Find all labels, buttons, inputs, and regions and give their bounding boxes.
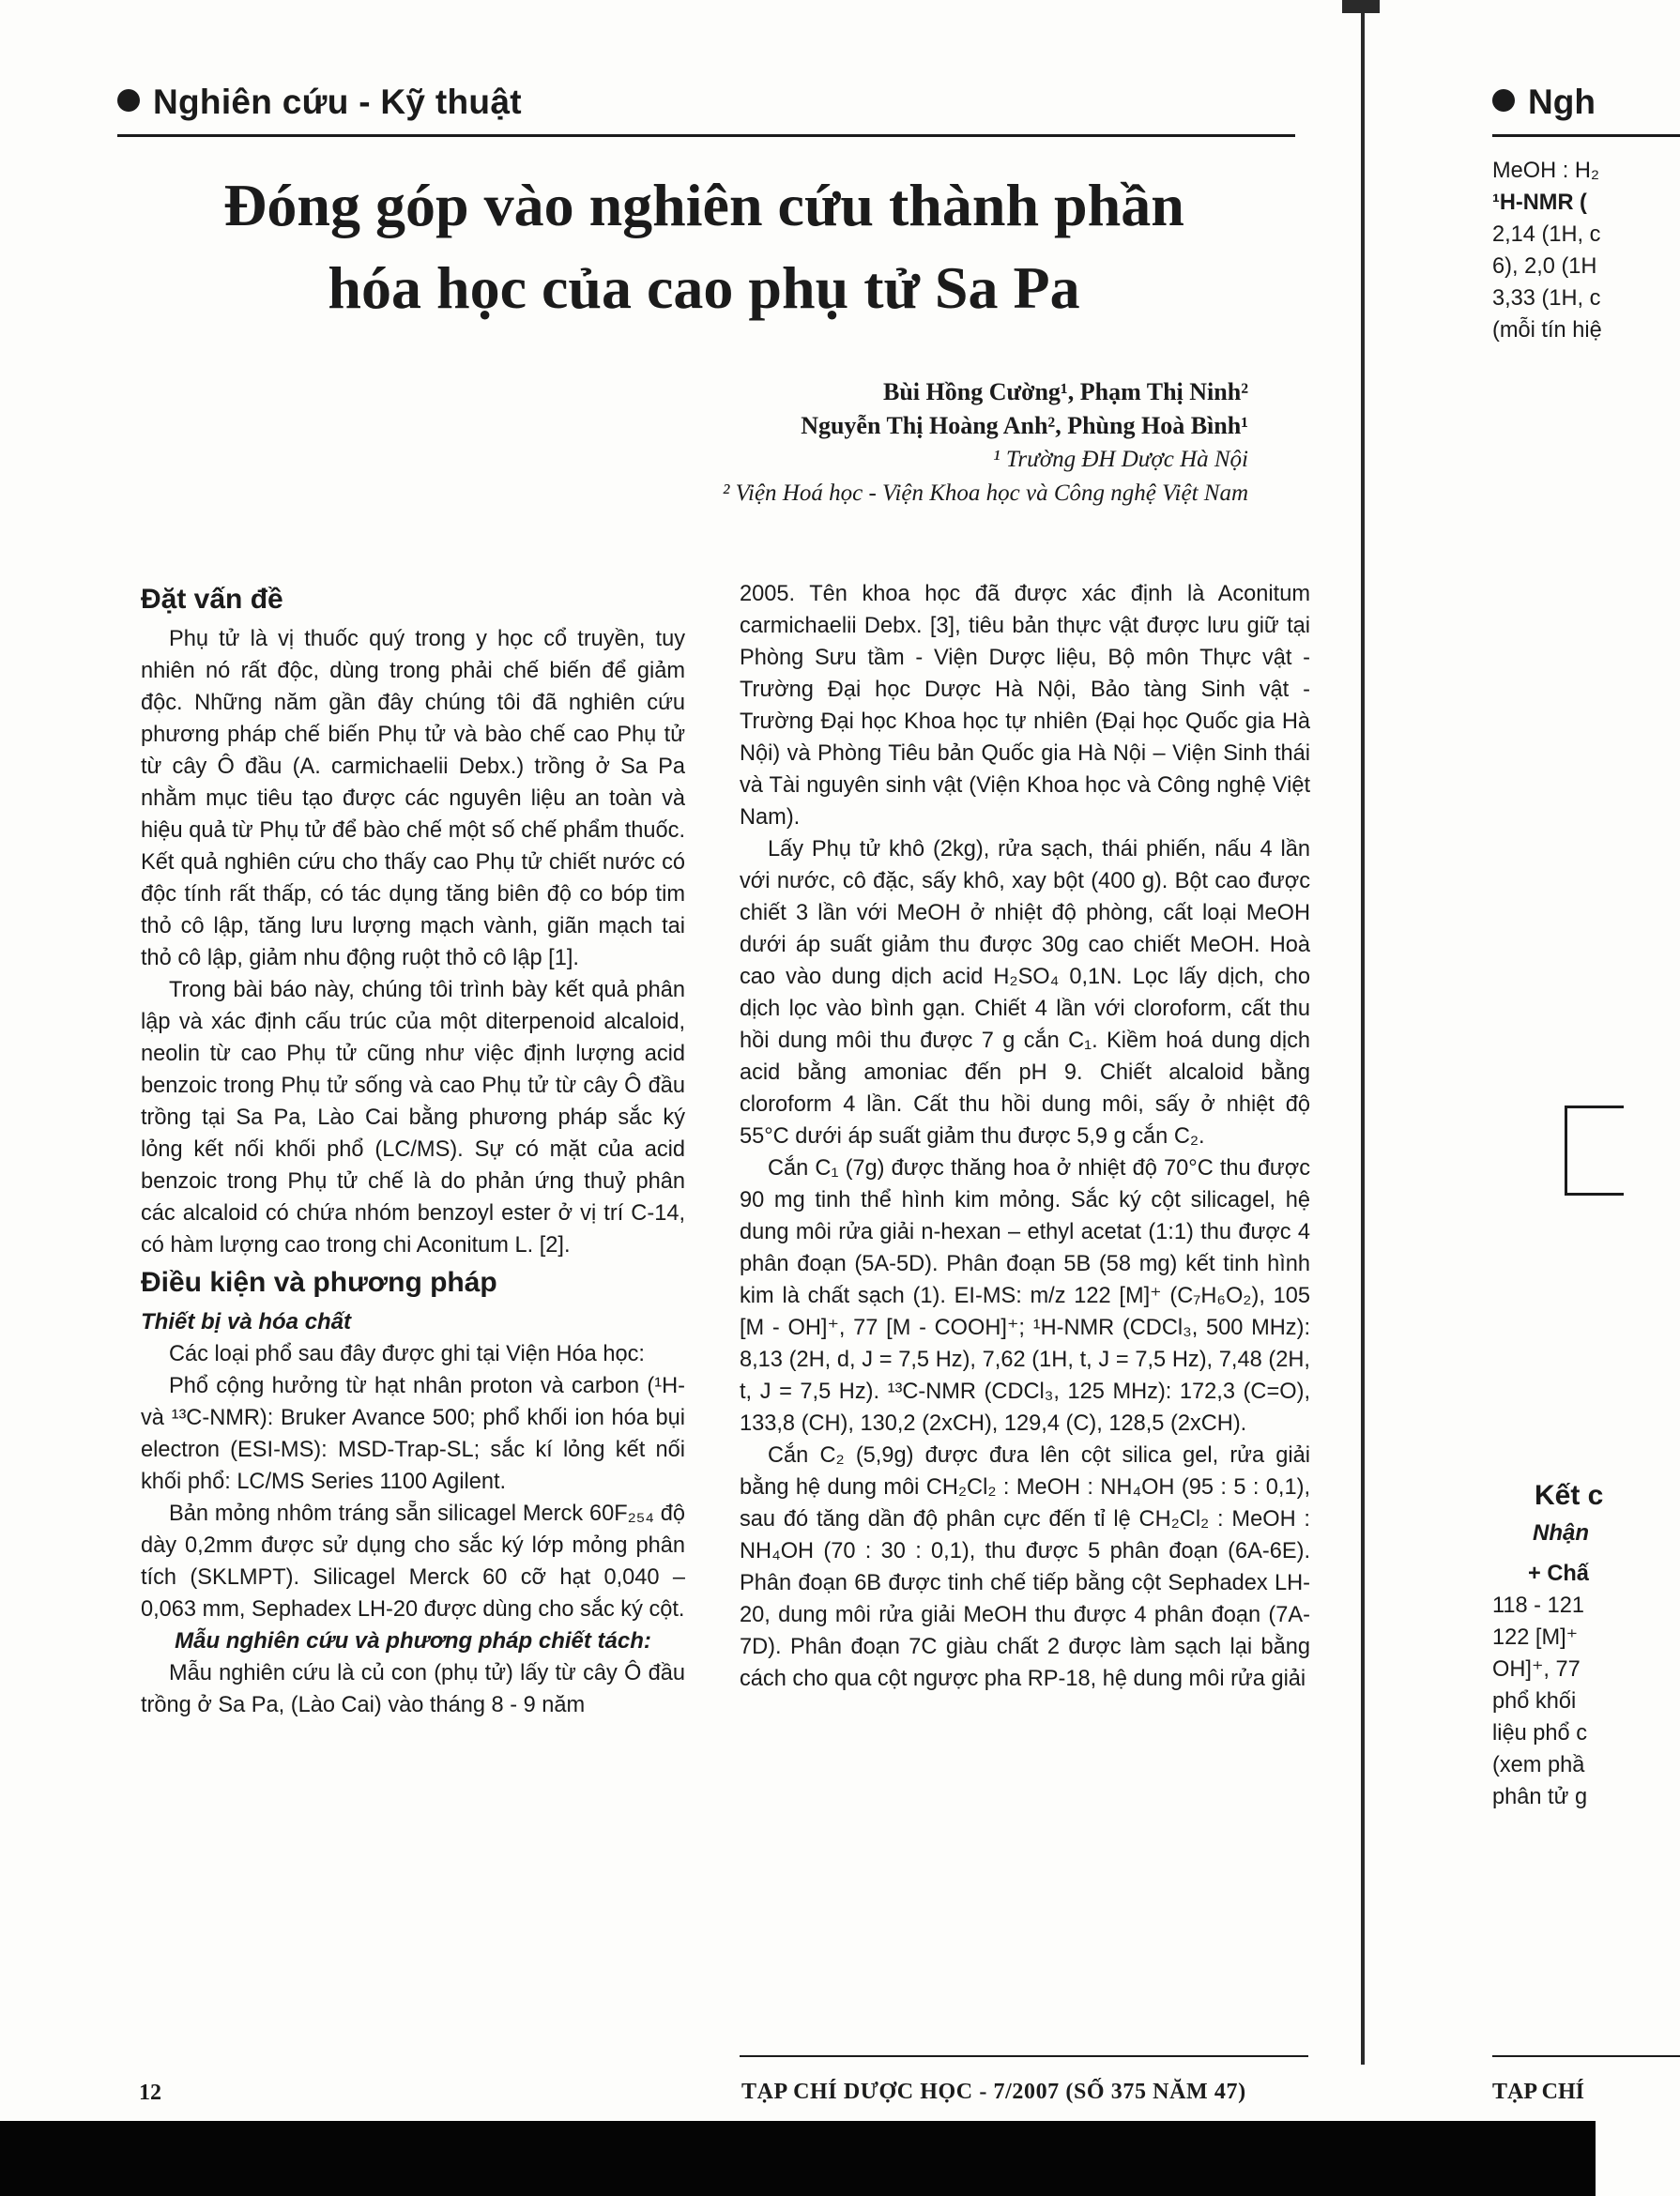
text-line: + Chấ bbox=[1528, 1562, 1589, 1586]
right-page-text-bottom bbox=[1492, 1558, 1589, 1813]
text-line: liệu phổ c bbox=[1492, 1721, 1587, 1746]
article-title-line-1: Đóng góp vào nghiên cứu thành phần bbox=[223, 172, 1184, 238]
paragraph: Lấy Phụ tử khô (2kg), rửa sạch, thái phiến, nấu 4 lần với nước, cô đặc, sấy khô, xay bột (400 g). Bột cao được chiết 3 lần với MeOH ở nhiệt độ phòng, cất loại MeOH dưới áp suất giảm thu được 30g cao chiết MeOH. Hoà cao vào dung dịch acid H₂SO₄ 0,1N. Lọc lấy dịch, cho dịch lọc vào bình gạn. Chiết 4 lần với cloroform, cất thu hồi dung môi thu được 7 g cắn C₁. Kiềm hoá dung dịch acid bằng amoniac đến pH 9. Chiết alcaloid bằng cloroform 4 lần. Cất thu hồi dung môi, sấy ở nhiệt độ 55°C dưới áp suất giảm thu được 5,9 g cắn C₂. bbox=[740, 837, 1310, 1149]
right-page-tag-text: Ngh bbox=[1528, 83, 1596, 121]
affiliation-2: ² Viện Hoá học - Viện Khoa học và Công nghệ Việt Nam bbox=[722, 480, 1248, 506]
author-line-1: Bùi Hồng Cường¹, Phạm Thị Ninh² bbox=[882, 378, 1248, 405]
right-page-section-tag bbox=[1492, 83, 1596, 122]
text-line: 2,14 (1H, c bbox=[1492, 222, 1601, 247]
bullet-dot-icon bbox=[117, 89, 140, 112]
text-line: MeOH : H₂ bbox=[1492, 159, 1600, 183]
text-line: phổ khối bbox=[1492, 1689, 1577, 1714]
header-rule bbox=[117, 134, 1295, 137]
right-page-text-top bbox=[1492, 155, 1602, 346]
paragraph: Cắn C₂ (5,9g) được đưa lên cột silica gel, rửa giải bằng hệ dung môi CH₂Cl₂ : MeOH : NH₄OH (95 : 5 : 0,1), sau đó tăng dần độ phân cực đến tỉ lệ CH₂Cl₂ : MeOH : NH₄OH (70 : 30 : 0,1), thu được 5 phân đoạn (6A-6E). Phân đoạn 6B được tinh chế tiếp bằng cột Sephadex LH-20, dung môi rửa giải MeOH thu được 4 phân đoạn (7A-7D). Phân đoạn 7C giàu chất 2 được làm sạch lại bằng cách cho qua cột ngược pha RP-18, hệ dung môi rửa giải bbox=[740, 1443, 1310, 1691]
left-column bbox=[141, 578, 685, 1721]
right-page-footer-rule bbox=[1492, 2055, 1680, 2057]
journal-footer: TẠP CHÍ DƯỢC HỌC - 7/2007 (SỐ 375 NĂM 47) bbox=[741, 2080, 1246, 2104]
author-line-2: Nguyễn Thị Hoàng Anh², Phùng Hoà Bình¹ bbox=[801, 412, 1248, 439]
heading-methods: Điều kiện và phương pháp bbox=[141, 1267, 497, 1298]
subheading-equipment: Thiết bị và hóa chất bbox=[141, 1309, 352, 1334]
page-spine bbox=[1361, 0, 1365, 2065]
affiliation-1: ¹ Trường ĐH Dược Hà Nội bbox=[993, 447, 1248, 472]
text-line: (mỗi tín hiệ bbox=[1492, 318, 1602, 343]
text-line: phân tử g bbox=[1492, 1785, 1588, 1809]
paragraph: Phổ cộng hưởng từ hạt nhân proton và carbon (¹H- và ¹³C-NMR): Bruker Avance 500; phổ khối ion hóa bụi electron (ESI-MS): MSD-Trap-SL; sắc kí lỏng kết nối khối phổ: LC/MS Series 1100 Agilent. bbox=[141, 1374, 685, 1494]
right-page-footer: TẠP CHÍ bbox=[1492, 2080, 1585, 2104]
scan-bottom-edge bbox=[0, 2121, 1596, 2196]
paragraph: Cắn C₁ (7g) được thăng hoa ở nhiệt độ 70°C thu được 90 mg tinh thể hình kim mỏng. Sắc ký cột silicagel, hệ dung môi rửa giải n-hexan – ethyl acetat (1:1) thu được 4 phân đoạn (5A-5D). Phân đoạn 5B (58 mg) kết tinh hình kim là chất sạch (1). EI-MS: m/z 122 [M]⁺ (C₇H₆O₂), 105 [M - OH]⁺, 77 [M - COOH]⁺; ¹H-NMR (CDCl₃, 500 MHz): 8,13 (2H, d, J = 7,5 Hz), 7,62 (1H, t, J = 7,5 Hz), 7,48 (2H, t, J = 7,5 Hz). ¹³C-NMR (CDCl₃, 125 MHz): 172,3 (C=O), 133,8 (CH), 130,2 (2xCH), 129,4 (C), 128,5 (2xCH). bbox=[740, 1156, 1310, 1436]
text-line: 3,33 (1H, c bbox=[1492, 286, 1601, 311]
subheading-sample: Mẫu nghiên cứu và phương pháp chiết tách: bbox=[175, 1628, 651, 1654]
paragraph: Các loại phổ sau đây được ghi tại Viện Hóa học: bbox=[169, 1342, 645, 1366]
text-line: 122 [M]⁺ bbox=[1492, 1625, 1579, 1650]
right-page-heading: Kết c bbox=[1535, 1480, 1604, 1511]
paragraph: Phụ tử là vị thuốc quý trong y học cổ truyền, tuy nhiên nó rất độc, dùng trong phải chế biến để giảm độc. Những năm gần đây chúng tôi đã nghiên cứu phương pháp chế biến Phụ tử và bào chế cao Phụ tử từ cây Ô đầu (A. carmichaelii Debx.) trồng ở Sa Pa nhằm mục tiêu tạo được các nguyên liệu an toàn và hiệu quả từ Phụ tử để bào chế một số chế phẩm thuốc. Kết quả nghiên cứu cho thấy cao Phụ tử chiết nước có độc tính rất thấp, có tác dụng tăng biên độ co bóp tim thỏ cô lập, tăng lưu lượng mạch vành, giãn mạch tai thỏ cô lập, giảm nhu động ruột thỏ cô lập [1]. bbox=[141, 627, 685, 970]
text-line: (xem phầ bbox=[1492, 1753, 1585, 1777]
footer-rule bbox=[740, 2055, 1308, 2057]
text-line: 6), 2,0 (1H bbox=[1492, 254, 1597, 279]
section-tag bbox=[117, 83, 522, 122]
article-title bbox=[117, 164, 1291, 329]
heading-introduction: Đặt vấn đề bbox=[141, 584, 283, 615]
article-title-line-2: hóa học của cao phụ tử Sa Pa bbox=[328, 254, 1080, 321]
figure-frame bbox=[1565, 1106, 1624, 1196]
paragraph: Mẫu nghiên cứu là củ con (phụ tử) lấy từ cây Ô đầu trồng ở Sa Pa, (Lào Cai) vào tháng 8 - 9 năm bbox=[141, 1661, 685, 1717]
right-page-header-rule bbox=[1492, 134, 1680, 137]
paragraph: Trong bài báo này, chúng tôi trình bày kết quả phân lập và xác định cấu trúc của một diterpenoid alcaloid, neolin từ cao Phụ tử cũng như việc định lượng acid benzoic trong Phụ tử sống và cao Phụ tử từ cây Ô đầu trồng tại Sa Pa, Lào Cai bằng phương pháp sắc ký lỏng kết nối khối phổ (LC/MS). Sự có mặt của acid benzoic trong Phụ tử chế là do phản ứng thuỷ phân các alcaloid có chứa nhóm benzoyl ester ở vị trí C-14, có hàm lượng cao trong chi Aconitum L. [2]. bbox=[141, 978, 685, 1258]
section-tag-text: Nghiên cứu - Kỹ thuật bbox=[153, 83, 522, 121]
right-column bbox=[740, 578, 1310, 1695]
right-page-fragment bbox=[1403, 0, 1604, 2121]
author-block bbox=[469, 375, 1248, 511]
text-line: ¹H-NMR ( bbox=[1492, 191, 1587, 215]
paragraph: Bản mỏng nhôm tráng sẵn silicagel Merck 60F₂₅₄ độ dày 0,2mm được sử dụng cho sắc ký lớp mỏng phân tích (SKLMPT). Silicagel Merck 60 cỡ hạt 0,040 – 0,063 mm, Sephadex LH-20 được dùng cho sắc ký cột. bbox=[141, 1502, 685, 1622]
bullet-dot-icon bbox=[1492, 89, 1515, 112]
page-number: 12 bbox=[139, 2081, 161, 2105]
text-line: 118 - 121 bbox=[1492, 1594, 1584, 1618]
text-line: OH]⁺, 77 bbox=[1492, 1657, 1581, 1682]
right-page-subheading: Nhận bbox=[1533, 1520, 1589, 1546]
paragraph: 2005. Tên khoa học đã được xác định là Aconitum carmichaelii Debx. [3], tiêu bản thực vật được lưu giữ tại Phòng Sưu tầm - Viện Dược liệu, Bộ môn Thực vật - Trường Đại học Dược Hà Nội, Bảo tàng Sinh vật - Trường Đại học Khoa học tự nhiên (Đại học Quốc gia Hà Nội) và Phòng Tiêu bản Quốc gia Hà Nội – Viện Sinh thái và Tài nguyên sinh vật (Viện Khoa học và Công nghệ Việt Nam). bbox=[740, 582, 1310, 830]
